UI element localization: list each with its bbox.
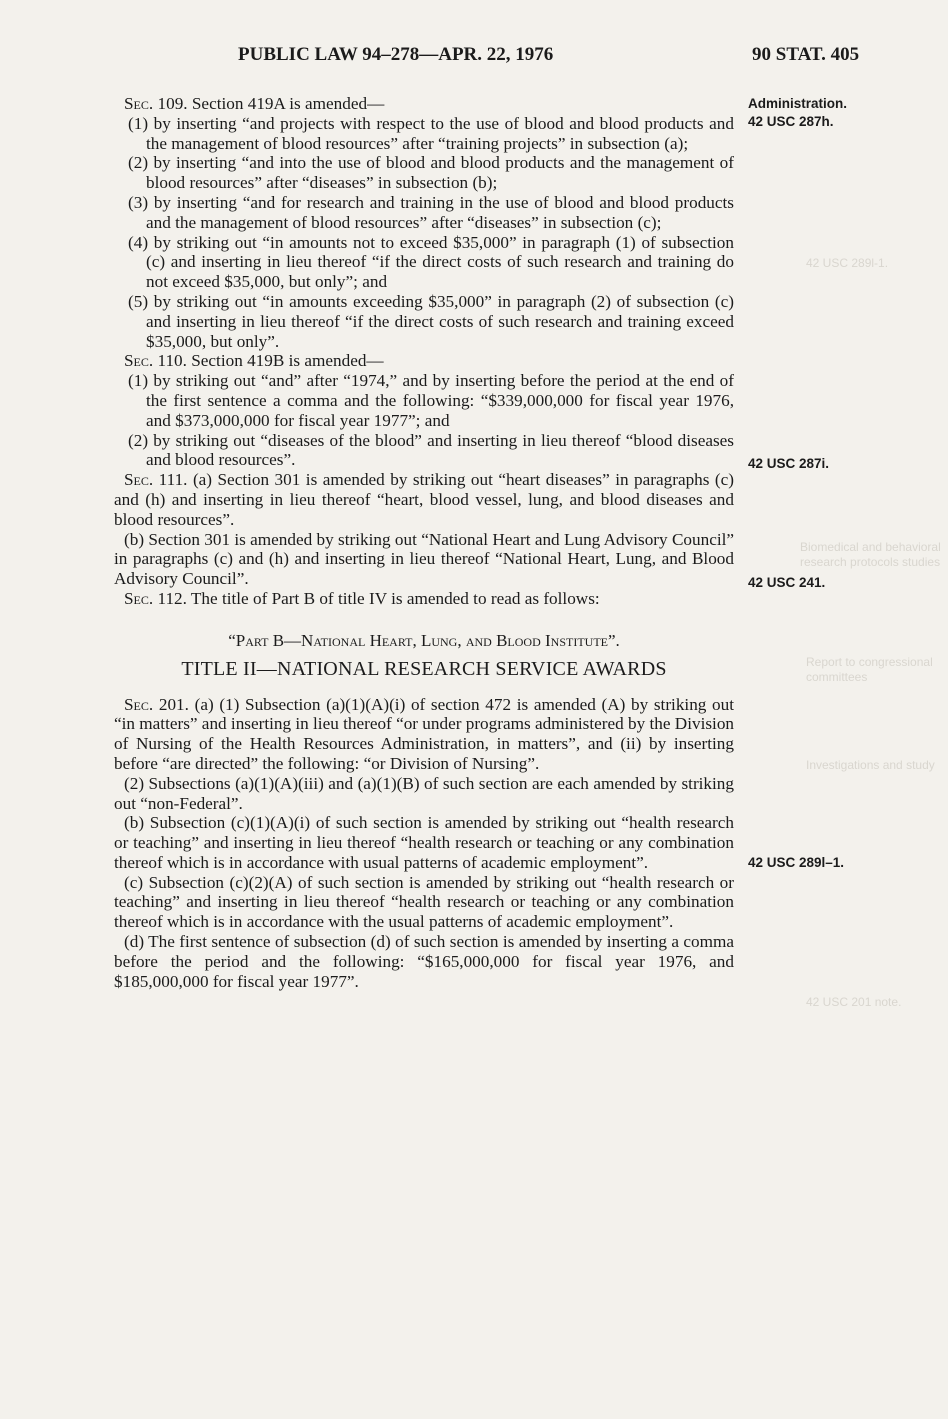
sec-112: Sec. 112. The title of Part B of title IV is amended to read as follows: [124, 588, 600, 608]
sec-111-a: Sec. 111. (a) Section 301 is amended by striking out “heart diseases” in paragraphs (c) and (h) and inserting in lieu thereof “heart, blood vessel, lung, and blood diseases and blood resources”. [114, 470, 734, 529]
bleed-through-note: Biomedical and behavioral research protocols studies [800, 540, 941, 569]
law-title: PUBLIC LAW 94–278—APR. 22, 1976 [238, 44, 554, 65]
sec-201-a1: Sec. 201. (a) (1) Subsection (a)(1)(A)(i) of section 472 is amended (A) by striking out “in matters” and inserting in lieu thereof “or under programs administered by the Division of Nursing of the Health Resources Administration, in matters”, and (ii) by inserting before “are directed” the following: “or Division of Nursing”. [114, 694, 735, 773]
sec-109-item: (2) by inserting “and into the use of blood and blood products and the management of blood resources” after “diseases” in subsection (b); [128, 153, 734, 193]
body-text [114, 94, 734, 991]
sec-201-c: (c) Subsection (c)(2)(A) of such section is amended by striking out “health research or teaching” and inserting in lieu thereof “health research or teaching or any combination thereof which is in accordance with the usual patterns of academic employment”. [114, 872, 734, 932]
sec-201-a2: (2) Subsections (a)(1)(A)(iii) and (a)(1)(B) of such section are each amended by striking out “non-Federal”. [114, 773, 734, 813]
sec-201-b: (b) Subsection (c)(1)(A)(i) of such section is amended by striking out “health research or teaching” and inserting in lieu thereof “health research or teaching or any combination thereof which is in accordance with usual patterns of academic employment”. [114, 813, 734, 872]
margin-note-usc-289l: 42 USC 289l–1. [748, 855, 845, 870]
title-ii-heading: TITLE II—NATIONAL RESEARCH SERVICE AWARDS [181, 657, 667, 680]
bleed-through-note: Investigations and study [806, 758, 935, 772]
sec-109-item: (5) by striking out “in amounts exceeding $35,000” in paragraph (2) of subsection (c) and inserting in lieu thereof “if the direct costs of such research and training exceed $35,000, but only”. [128, 291, 734, 351]
bleed-through-note: Report to congressional committees [806, 655, 933, 684]
sec-109-item: (4) by striking out “in amounts not to exceed $35,000” in paragraph (1) of subsection (c) and inserting in lieu thereof “if the direct costs of such research and training do not exceed $35,000, but only”; and [128, 232, 734, 292]
sec-109-item: (3) by inserting “and for research and training in the use of blood and blood products and the management of blood resources” after “diseases” in subsection (c); [128, 192, 734, 232]
bleed-through-note: 42 USC 201 note. [806, 995, 902, 1009]
sec-109-intro: Sec. 109. Section 419A is amended— [124, 94, 385, 113]
margin-note-usc-241: 42 USC 241. [748, 575, 826, 590]
page-header [0, 44, 948, 72]
margin-note-usc-287h: 42 USC 287h. [748, 114, 834, 129]
part-b-title: “Part B—National Heart, Lung, and Blood Institute”. [228, 630, 620, 650]
bleed-through-note: 42 USC 289l-1. [806, 256, 889, 270]
sec-201-d: (d) The first sentence of subsection (d) of such section is amended by inserting a comma before the period and the following: “$165,000,000 for fiscal year 1976, and $185,000,000 for fiscal year 1977”. [114, 932, 734, 991]
sec-110-item: (2) by striking out “diseases of the blood” and inserting in lieu thereof “blood diseases and blood resources”. [128, 430, 734, 470]
sec-111-b: (b) Section 301 is amended by striking out “National Heart and Lung Advisory Council” in paragraphs (c) and (h) and inserting in lieu thereof “National Heart, Lung, and Blood Advisory Council”. [114, 529, 734, 589]
margin-note-usc-287i: 42 USC 287i. [748, 456, 830, 471]
stat-page-number: 90 STAT. 405 [752, 44, 860, 65]
sec-110-intro: Sec. 110. Section 419B is amended— [124, 351, 384, 371]
margin-note-administration: Administration. [748, 96, 848, 111]
sec-109-item: (1) by inserting “and projects with respect to the use of blood and blood products and the management of blood resources” after “training projects” in subsection (a); [128, 113, 734, 153]
sec-110-item: (1) by striking out “and” after “1974,” and by inserting before the period at the end of the first sentence a comma and the following: “$339,000,000 for fiscal year 1976, and $373,000,000 for fiscal year 1977”; and [128, 371, 734, 430]
